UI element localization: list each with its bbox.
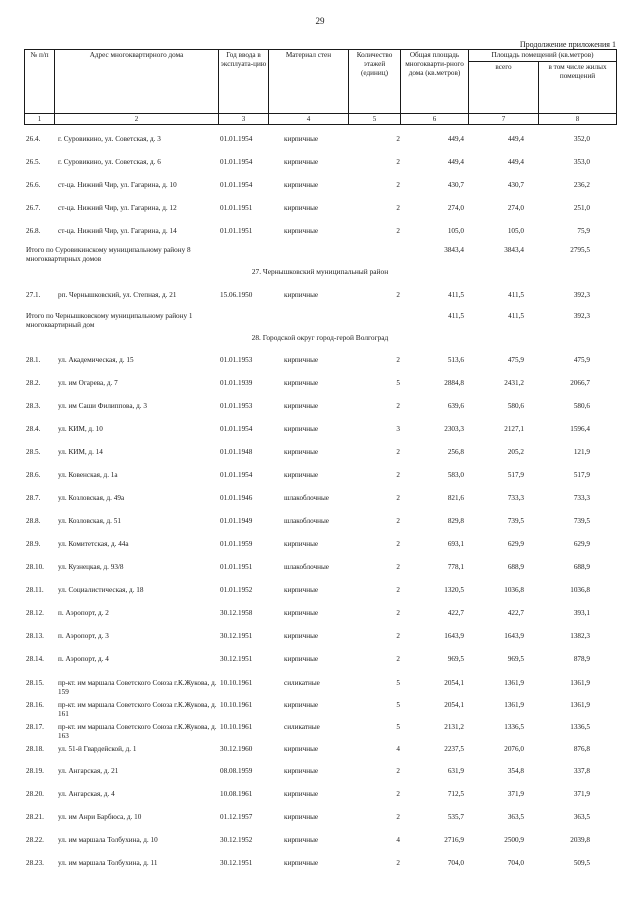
row-total-area: 2716,9 (444, 836, 464, 844)
row-premises-living: 392,3 (573, 291, 590, 299)
row-premises-living: 1382,3 (570, 632, 590, 640)
table-row (24, 722, 616, 744)
row-floors: 4 (396, 836, 400, 844)
column-number: 8 (539, 114, 617, 125)
row-premises-living: 1596,4 (570, 425, 590, 433)
total-area: 3843,4 (444, 246, 464, 254)
table-row (24, 789, 616, 811)
table-row (24, 835, 616, 857)
row-premises-living: 2039,8 (570, 836, 590, 844)
row-premises-living: 1361,9 (570, 701, 590, 709)
row-year: 10.10.1961 (220, 679, 253, 687)
total-premises-living: 392,3 (573, 312, 590, 320)
column-number: 3 (219, 114, 269, 125)
row-premises-all: 2127,1 (504, 425, 524, 433)
row-address: ул. КИМ, д. 10 (58, 425, 103, 433)
row-total-area: 2303,3 (444, 425, 464, 433)
row-premises-living: 509,5 (573, 859, 590, 867)
row-year: 01.01.1954 (220, 425, 253, 433)
row-floors: 2 (396, 135, 400, 143)
row-year: 08.08.1959 (220, 767, 253, 775)
row-address: п. Аэропорт, д. 2 (58, 609, 109, 617)
row-premises-all: 704,0 (507, 859, 524, 867)
row-floors: 2 (396, 609, 400, 617)
row-material: кирпичные (284, 402, 319, 410)
row-year: 15.06.1950 (220, 291, 253, 299)
row-address: г. Суровикино, ул. Советская, д. 3 (58, 135, 161, 143)
row-number: 26.7. (26, 204, 41, 212)
row-premises-all: 371,9 (507, 790, 524, 798)
row-material: шлакоблочные (284, 517, 329, 525)
table-row (24, 378, 616, 400)
row-address: ст-ца. Нижний Чир, ул. Гагарина, д. 14 (58, 227, 177, 235)
table-body (24, 128, 616, 898)
table-row (24, 447, 616, 469)
row-address: п. Аэропорт, д. 4 (58, 655, 109, 663)
column-number: 2 (55, 114, 219, 125)
row-premises-living: 1336,5 (570, 723, 590, 731)
row-number: 26.8. (26, 227, 41, 235)
row-material: кирпичные (284, 655, 319, 663)
row-year: 01.01.1953 (220, 356, 253, 364)
table-row (24, 157, 616, 179)
table-row (24, 812, 616, 834)
header-total-area: Общая площадь многокварти-рного дома (кв.метров) (401, 50, 469, 114)
row-year: 01.01.1953 (220, 402, 253, 410)
row-year: 01.01.1959 (220, 540, 253, 548)
row-floors: 2 (396, 158, 400, 166)
header-num: № п/п (25, 50, 55, 114)
row-floors: 5 (396, 379, 400, 387)
row-number: 28.6. (26, 471, 41, 479)
row-number: 28.10. (26, 563, 44, 571)
row-address: ул. Кузнецкая, д. 93/8 (58, 563, 124, 571)
row-floors: 2 (396, 767, 400, 775)
row-material: кирпичные (284, 540, 319, 548)
row-total-area: 1320,5 (444, 586, 464, 594)
row-number: 28.8. (26, 517, 41, 525)
total-label: Итого по Суровикинскому муниципальному району 8 многоквартирных домов (26, 246, 191, 263)
row-floors: 2 (396, 813, 400, 821)
row-address: ст-ца. Нижний Чир, ул. Гагарина, д. 10 (58, 181, 177, 189)
row-material: кирпичные (284, 227, 319, 235)
row-floors: 2 (396, 563, 400, 571)
row-year: 01.01.1954 (220, 135, 253, 143)
row-material: силикатные (284, 723, 320, 731)
row-floors: 2 (396, 859, 400, 867)
column-number: 7 (469, 114, 539, 125)
row-year: 30.12.1960 (220, 745, 253, 753)
row-number: 28.2. (26, 379, 41, 387)
row-premises-all: 733,3 (507, 494, 524, 502)
row-premises-living: 517,9 (573, 471, 590, 479)
row-total-area: 2131,2 (444, 723, 464, 731)
row-floors: 5 (396, 723, 400, 731)
row-premises-all: 363,5 (507, 813, 524, 821)
row-year: 01.01.1948 (220, 448, 253, 456)
row-premises-all: 449,4 (507, 135, 524, 143)
row-floors: 2 (396, 227, 400, 235)
table-row (24, 470, 616, 492)
row-material: кирпичные (284, 745, 319, 753)
row-year: 01.01.1954 (220, 158, 253, 166)
row-address: пр-кт. им маршала Советского Союза г.К.Жукова, д. 159 (58, 679, 217, 696)
row-number: 26.6. (26, 181, 41, 189)
row-premises-all: 449,4 (507, 158, 524, 166)
row-premises-all: 2431,2 (504, 379, 524, 387)
row-material: кирпичные (284, 859, 319, 867)
row-total-area: 969,5 (447, 655, 464, 663)
table-row (24, 134, 616, 156)
table-row (24, 744, 616, 766)
row-premises-living: 337,8 (573, 767, 590, 775)
row-material: кирпичные (284, 790, 319, 798)
row-material: кирпичные (284, 356, 319, 364)
row-premises-all: 739,5 (507, 517, 524, 525)
total-row (24, 311, 616, 335)
table-row (24, 424, 616, 446)
row-number: 28.5. (26, 448, 41, 456)
row-total-area: 535,7 (447, 813, 464, 821)
row-total-area: 829,8 (447, 517, 464, 525)
row-premises-living: 688,9 (573, 563, 590, 571)
row-number: 28.20. (26, 790, 44, 798)
row-premises-living: 2066,7 (570, 379, 590, 387)
row-floors: 2 (396, 402, 400, 410)
row-address: ул. Козловская, д. 51 (58, 517, 121, 525)
row-year: 01.01.1946 (220, 494, 253, 502)
row-total-area: 778,1 (447, 563, 464, 571)
row-premises-living: 878,9 (573, 655, 590, 663)
row-total-area: 712,5 (447, 790, 464, 798)
row-address: ст-ца. Нижний Чир, ул. Гагарина, д. 12 (58, 204, 177, 212)
row-material: кирпичные (284, 701, 319, 709)
row-premises-all: 1336,5 (504, 723, 524, 731)
row-number: 26.4. (26, 135, 41, 143)
row-material: силикатные (284, 679, 320, 687)
row-premises-all: 205,2 (507, 448, 524, 456)
table-row (24, 858, 616, 880)
row-number: 28.13. (26, 632, 44, 640)
row-premises-all: 688,9 (507, 563, 524, 571)
row-year: 10.08.1961 (220, 790, 253, 798)
row-total-area: 1643,9 (444, 632, 464, 640)
row-address: ул. Комитетская, д. 44а (58, 540, 129, 548)
row-address: ул. им Саши Филиппова, д. 3 (58, 402, 147, 410)
row-total-area: 631,9 (447, 767, 464, 775)
row-year: 01.01.1952 (220, 586, 253, 594)
row-address: ул. им Анри Барбюса, д. 10 (58, 813, 142, 821)
row-year: 30.12.1952 (220, 836, 253, 844)
column-number: 1 (25, 114, 55, 125)
row-floors: 2 (396, 632, 400, 640)
section-heading: 27. Чернышковский муниципальный район (251, 267, 389, 276)
row-year: 30.12.1958 (220, 609, 253, 617)
header-premises-living: в том числе жилых помещений (539, 62, 617, 114)
column-number: 5 (349, 114, 401, 125)
row-floors: 2 (396, 540, 400, 548)
row-premises-living: 371,9 (573, 790, 590, 798)
row-premises-all: 1361,9 (504, 679, 524, 687)
row-total-area: 583,0 (447, 471, 464, 479)
row-material: кирпичные (284, 158, 319, 166)
row-address: ул. Ангарская, д. 4 (58, 790, 115, 798)
row-premises-living: 75,9 (577, 227, 590, 235)
row-material: кирпичные (284, 632, 319, 640)
row-total-area: 2054,1 (444, 701, 464, 709)
row-address: ул. им Огарева, д. 7 (58, 379, 118, 387)
row-total-area: 639,6 (447, 402, 464, 410)
row-premises-all: 580,6 (507, 402, 524, 410)
row-material: кирпичные (284, 471, 319, 479)
row-number: 28.14. (26, 655, 44, 663)
row-floors: 2 (396, 655, 400, 663)
table-row (24, 180, 616, 202)
row-total-area: 2054,1 (444, 679, 464, 687)
row-premises-all: 2500,9 (504, 836, 524, 844)
row-premises-all: 475,9 (507, 356, 524, 364)
row-total-area: 821,6 (447, 494, 464, 502)
row-address: ул. им маршала Толбухина, д. 10 (58, 836, 158, 844)
row-total-area: 704,0 (447, 859, 464, 867)
table-row (24, 401, 616, 423)
table-row (24, 290, 616, 312)
row-material: кирпичные (284, 379, 319, 387)
row-total-area: 2237,5 (444, 745, 464, 753)
row-number: 28.7. (26, 494, 41, 502)
row-premises-living: 353,0 (573, 158, 590, 166)
row-material: кирпичные (284, 291, 319, 299)
header-material: Материал стен (269, 50, 349, 114)
header-address: Адрес многоквартирного дома (55, 50, 219, 114)
row-material: кирпичные (284, 135, 319, 143)
row-year: 10.10.1961 (220, 723, 253, 731)
row-floors: 2 (396, 204, 400, 212)
header-premises-all: всего (469, 62, 539, 114)
row-address: пр-кт. им маршала Советского Союза г.К.Жукова, д. 163 (58, 723, 217, 740)
total-area: 411,5 (448, 312, 464, 320)
row-number: 28.19. (26, 767, 44, 775)
row-premises-living: 739,5 (573, 517, 590, 525)
table-row (24, 203, 616, 225)
row-premises-all: 422,7 (507, 609, 524, 617)
continuation-note: Продолжение приложения 1 (519, 40, 616, 49)
row-material: кирпичные (284, 609, 319, 617)
row-year: 30.12.1951 (220, 859, 253, 867)
row-year: 10.10.1961 (220, 701, 253, 709)
row-material: кирпичные (284, 204, 319, 212)
row-total-area: 2884,8 (444, 379, 464, 387)
row-address: ул. им маршала Толбухина, д. 11 (58, 859, 158, 867)
row-premises-living: 1361,9 (570, 679, 590, 687)
row-number: 28.1. (26, 356, 41, 364)
row-number: 28.18. (26, 745, 44, 753)
row-number: 28.16. (26, 701, 44, 709)
row-premises-living: 475,9 (573, 356, 590, 364)
total-row (24, 245, 616, 269)
row-year: 01.01.1954 (220, 471, 253, 479)
table-row (24, 562, 616, 584)
row-floors: 5 (396, 701, 400, 709)
row-floors: 2 (396, 790, 400, 798)
row-number: 28.17. (26, 723, 44, 731)
row-premises-living: 1036,8 (570, 586, 590, 594)
row-total-area: 256,8 (447, 448, 464, 456)
row-premises-living: 629,9 (573, 540, 590, 548)
table-row (24, 539, 616, 561)
row-floors: 2 (396, 494, 400, 502)
row-total-area: 513,6 (447, 356, 464, 364)
table-row (24, 493, 616, 515)
row-address: ул. Социалистическая, д. 18 (58, 586, 144, 594)
row-material: кирпичные (284, 448, 319, 456)
section-heading: 28. Городской округ город-герой Волгоград (251, 333, 389, 342)
row-address: рп. Чернышковский, ул. Степная, д. 21 (58, 291, 177, 299)
row-material: шлакоблочные (284, 563, 329, 571)
row-premises-all: 411,5 (508, 291, 524, 299)
row-floors: 2 (396, 356, 400, 364)
row-year: 01.01.1951 (220, 563, 253, 571)
table-row (24, 355, 616, 377)
row-premises-all: 430,7 (507, 181, 524, 189)
row-total-area: 105,0 (447, 227, 464, 235)
row-premises-all: 629,9 (507, 540, 524, 548)
row-floors: 2 (396, 291, 400, 299)
row-premises-all: 1643,9 (504, 632, 524, 640)
table-row (24, 766, 616, 788)
row-premises-all: 1361,9 (504, 701, 524, 709)
row-floors: 5 (396, 679, 400, 687)
table-header (24, 49, 617, 125)
header-year: Год ввода в эксплуата-цию (219, 50, 269, 114)
row-address: ул. Ангарская, д. 21 (58, 767, 119, 775)
row-year: 01.01.1949 (220, 517, 253, 525)
row-floors: 2 (396, 517, 400, 525)
row-number: 27.1. (26, 291, 41, 299)
table-row (24, 516, 616, 538)
row-premises-all: 274,0 (507, 204, 524, 212)
row-total-area: 411,5 (448, 291, 464, 299)
row-address: ул. Ковенская, д. 1а (58, 471, 118, 479)
row-material: кирпичные (284, 425, 319, 433)
row-material: кирпичные (284, 586, 319, 594)
row-material: кирпичные (284, 767, 319, 775)
row-premises-living: 352,0 (573, 135, 590, 143)
column-number: 6 (401, 114, 469, 125)
row-number: 28.4. (26, 425, 41, 433)
total-label: Итого по Чернышковскому муниципальному району 1 многоквартирный дом (26, 312, 193, 329)
total-premises-all: 3843,4 (504, 246, 524, 254)
row-address: ул. 51-й Гвардейской, д. 1 (58, 745, 137, 753)
row-address: г. Суровикино, ул. Советская, д. 6 (58, 158, 161, 166)
row-floors: 2 (396, 181, 400, 189)
row-premises-all: 969,5 (507, 655, 524, 663)
row-floors: 4 (396, 745, 400, 753)
column-number: 4 (269, 114, 349, 125)
row-premises-living: 121,9 (573, 448, 590, 456)
row-premises-living: 876,8 (573, 745, 590, 753)
row-total-area: 430,7 (447, 181, 464, 189)
row-premises-all: 1036,8 (504, 586, 524, 594)
row-premises-living: 393,1 (573, 609, 590, 617)
row-material: кирпичные (284, 813, 319, 821)
row-number: 28.12. (26, 609, 44, 617)
row-premises-living: 251,0 (573, 204, 590, 212)
row-year: 01.01.1951 (220, 204, 253, 212)
table-row (24, 654, 616, 676)
row-material: кирпичные (284, 181, 319, 189)
row-floors: 2 (396, 586, 400, 594)
row-material: шлакоблочные (284, 494, 329, 502)
row-total-area: 693,1 (447, 540, 464, 548)
row-address: п. Аэропорт, д. 3 (58, 632, 109, 640)
row-number: 28.22. (26, 836, 44, 844)
table-row (24, 700, 616, 722)
row-total-area: 449,4 (447, 135, 464, 143)
row-premises-all: 517,9 (507, 471, 524, 479)
header-premises: Площадь помещений (кв.метров) (469, 50, 617, 62)
row-total-area: 422,7 (447, 609, 464, 617)
column-numbers-row (25, 114, 617, 125)
table-row (24, 631, 616, 653)
row-address: ул. Академическая, д. 15 (58, 356, 134, 364)
row-premises-all: 105,0 (507, 227, 524, 235)
table-row (24, 678, 616, 700)
row-premises-all: 2076,0 (504, 745, 524, 753)
row-address: ул. КИМ, д. 14 (58, 448, 103, 456)
row-number: 26.5. (26, 158, 41, 166)
row-year: 30.12.1951 (220, 655, 253, 663)
row-number: 28.23. (26, 859, 44, 867)
row-premises-living: 733,3 (573, 494, 590, 502)
row-address: пр-кт. им маршала Советского Союза г.К.Жукова, д. 161 (58, 701, 217, 718)
page-number: 29 (315, 16, 325, 26)
row-number: 28.15. (26, 679, 44, 687)
row-total-area: 449,4 (447, 158, 464, 166)
row-floors: 3 (396, 425, 400, 433)
row-premises-living: 580,6 (573, 402, 590, 410)
row-number: 28.3. (26, 402, 41, 410)
row-floors: 2 (396, 471, 400, 479)
table-row (24, 608, 616, 630)
row-year: 30.12.1951 (220, 632, 253, 640)
row-year: 01.01.1954 (220, 181, 253, 189)
row-number: 28.21. (26, 813, 44, 821)
row-year: 01.01.1951 (220, 227, 253, 235)
row-premises-living: 236,2 (573, 181, 590, 189)
row-number: 28.11. (26, 586, 44, 594)
row-year: 01.12.1957 (220, 813, 253, 821)
total-premises-all: 411,5 (508, 312, 524, 320)
total-premises-living: 2795,5 (570, 246, 590, 254)
row-address: ул. Козловская, д. 49а (58, 494, 125, 502)
row-premises-all: 354,8 (507, 767, 524, 775)
row-floors: 2 (396, 448, 400, 456)
header-floors: Количество этажей (единиц) (349, 50, 401, 114)
table-row (24, 585, 616, 607)
row-premises-living: 363,5 (573, 813, 590, 821)
row-material: кирпичные (284, 836, 319, 844)
row-total-area: 274,0 (447, 204, 464, 212)
row-year: 01.01.1939 (220, 379, 253, 387)
row-number: 28.9. (26, 540, 41, 548)
